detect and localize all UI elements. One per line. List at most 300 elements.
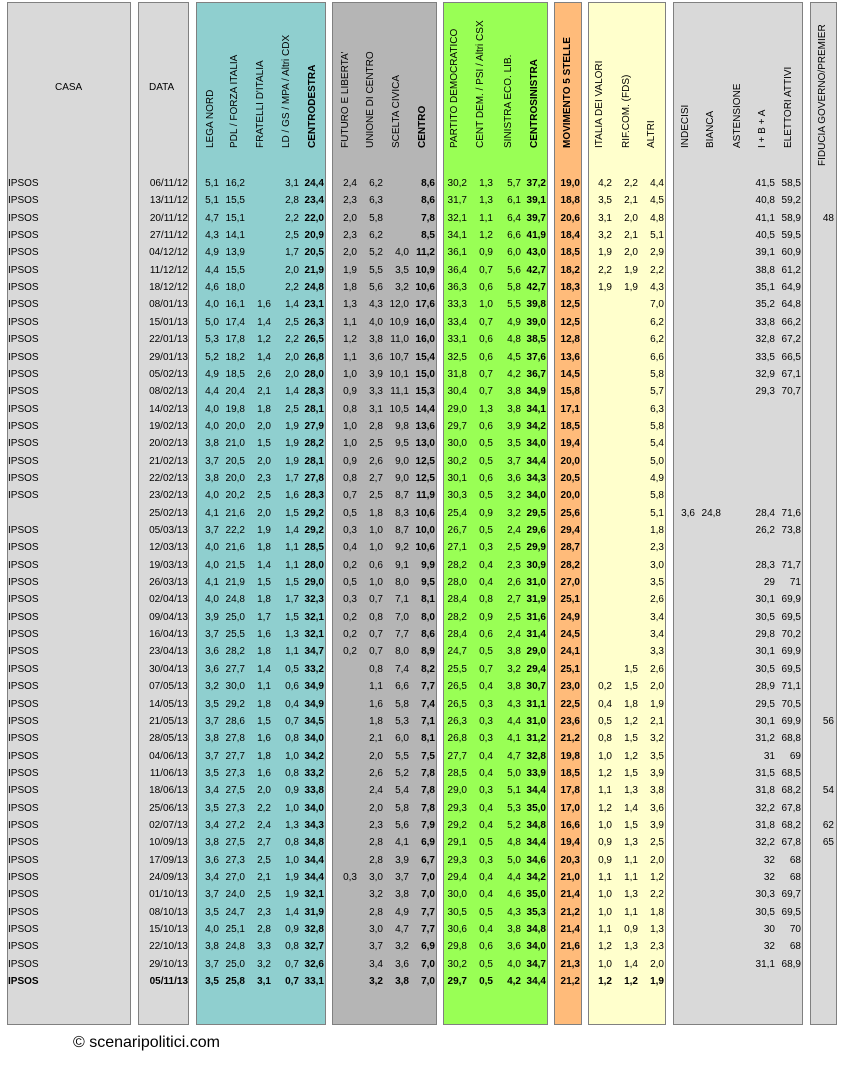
cell-cdx: 32,3 [304, 594, 324, 605]
cell-sel: 5,0 [507, 768, 521, 779]
cell-alt: 5,0 [650, 456, 664, 467]
cell-sc: 3,2 [395, 941, 409, 952]
cell-fdi: 2,5 [257, 490, 271, 501]
cell-udc: 2,3 [369, 820, 383, 831]
cell-sc: 5,5 [395, 751, 409, 762]
cell-alt: 1,8 [650, 907, 664, 918]
cell-fid [794, 661, 834, 678]
cell-pd: 28,2 [447, 560, 467, 571]
cell-ld: 2,0 [285, 265, 299, 276]
cell-casa: IPSOS [8, 699, 39, 710]
cell-cdx: 20,9 [304, 230, 324, 241]
cell-m5s: 25,1 [560, 594, 580, 605]
cell-ctr: 7,8 [421, 768, 435, 779]
cell-iba: 31,2 [755, 733, 775, 744]
cell-casa: IPSOS [8, 352, 39, 363]
cell-fdi: 1,8 [257, 542, 271, 553]
cell-data: 01/10/13 [149, 889, 188, 900]
cell-rif: 1,5 [624, 820, 638, 831]
cell-udc: 0,8 [369, 664, 383, 675]
cell-alt: 5,7 [650, 386, 664, 397]
cell-alt: 2,2 [650, 889, 664, 900]
cell-ln: 4,4 [205, 265, 219, 276]
cell-m5s: 14,5 [560, 369, 580, 380]
cell-ld: 1,1 [285, 542, 299, 553]
cell-fid [794, 453, 834, 470]
cell-pd: 25,5 [447, 664, 467, 675]
cell-csx: 29,4 [526, 664, 546, 675]
cell-ln: 4,0 [205, 542, 219, 553]
cell-casa: IPSOS [8, 646, 39, 657]
cell-udc: 2,0 [369, 751, 383, 762]
cell-pd: 33,1 [447, 334, 467, 345]
cell-sel: 4,3 [507, 699, 521, 710]
cell-ctr: 8,5 [421, 230, 435, 241]
cell-ctr: 7,7 [421, 924, 435, 935]
cell-rif: 1,5 [624, 664, 638, 675]
cell-cdx: 32,1 [304, 629, 324, 640]
cell-cdx: 28,0 [304, 369, 324, 380]
cell-data: 21/05/13 [149, 716, 188, 727]
cell-data: 09/04/13 [149, 612, 188, 623]
cell-sel: 4,1 [507, 733, 521, 744]
cell-sel: 3,2 [507, 508, 521, 519]
cell-fid [794, 921, 834, 938]
cell-csx: 29,6 [526, 525, 546, 536]
header-ctr: CENTRO [417, 105, 428, 148]
cell-ctr: 8,1 [421, 594, 435, 605]
cell-rif: 2,1 [624, 230, 638, 241]
cell-m5s: 17,0 [560, 803, 580, 814]
cell-pdl: 27,5 [225, 785, 245, 796]
cell-alt: 6,2 [650, 334, 664, 345]
cell-casa: IPSOS [8, 751, 39, 762]
cell-pdl: 27,0 [225, 872, 245, 883]
cell-ctr: 7,7 [421, 907, 435, 918]
header-csx: CENTROSINISTRA [529, 59, 540, 148]
cell-sel: 5,5 [507, 299, 521, 310]
cell-pdl: 24,8 [225, 594, 245, 605]
cell-udc: 0,7 [369, 646, 383, 657]
cell-fid [794, 938, 834, 955]
cell-data: 19/03/13 [149, 560, 188, 571]
header-bia: BIANCA [705, 110, 716, 148]
cell-pd: 28,4 [447, 594, 467, 605]
cell-ele: 70,7 [781, 386, 801, 397]
cell-alt: 5,1 [650, 230, 664, 241]
cell-casa: IPSOS [8, 577, 39, 588]
cell-udc: 2,8 [369, 907, 383, 918]
cell-csx: 34,4 [526, 976, 546, 987]
cell-cd: 0,6 [479, 421, 493, 432]
cell-alt: 3,5 [650, 577, 664, 588]
cell-iba: 30,1 [755, 716, 775, 727]
cell-sel: 5,7 [507, 178, 521, 189]
cell-idv: 1,1 [598, 924, 612, 935]
cell-ln: 3,4 [205, 872, 219, 883]
cell-ctr: 13,6 [415, 421, 435, 432]
cell-fdi: 1,2 [257, 334, 271, 345]
cell-ele: 69,9 [781, 716, 801, 727]
cell-casa: IPSOS [8, 230, 39, 241]
cell-casa: IPSOS [8, 473, 39, 484]
cell-cd: 0,7 [479, 265, 493, 276]
cell-m5s: 20,6 [560, 213, 580, 224]
cell-sel: 6,6 [507, 230, 521, 241]
cell-ele: 69,5 [781, 664, 801, 675]
cell-pd: 29,8 [447, 941, 467, 952]
cell-cd: 0,3 [479, 716, 493, 727]
cell-pd: 30,5 [447, 907, 467, 918]
cell-ele: 67,8 [781, 837, 801, 848]
cell-data: 22/10/13 [149, 941, 188, 952]
cell-iba: 28,4 [755, 508, 775, 519]
cell-casa: IPSOS [8, 716, 39, 727]
cell-m5s: 19,4 [560, 837, 580, 848]
cell-fid [794, 296, 834, 313]
cell-data: 16/04/13 [149, 629, 188, 640]
cell-m5s: 18,5 [560, 247, 580, 258]
cell-pd: 26,8 [447, 733, 467, 744]
cell-fdi: 2,5 [257, 889, 271, 900]
cell-alt: 5,1 [650, 508, 664, 519]
cell-ele: 68 [789, 855, 801, 866]
cell-cdx: 34,4 [304, 855, 324, 866]
cell-ele: 68 [789, 941, 801, 952]
cell-rif: 1,5 [624, 768, 638, 779]
cell-ld: 1,4 [285, 299, 299, 310]
cell-sc: 10,9 [389, 317, 409, 328]
cell-ln: 3,5 [205, 699, 219, 710]
cell-ctr: 8,6 [421, 195, 435, 206]
cell-pd: 30,3 [447, 490, 467, 501]
cell-fid [794, 869, 834, 886]
cell-cdx: 27,8 [304, 473, 324, 484]
cell-sc: 9,1 [395, 560, 409, 571]
cell-cdx: 34,7 [304, 646, 324, 657]
cell-fdi: 1,4 [257, 352, 271, 363]
cell-cd: 0,5 [479, 646, 493, 657]
cell-rif: 1,4 [624, 803, 638, 814]
cell-pd: 29,2 [447, 820, 467, 831]
cell-ld: 0,8 [285, 941, 299, 952]
cell-udc: 5,6 [369, 282, 383, 293]
cell-pd: 31,7 [447, 195, 467, 206]
cell-udc: 3,4 [369, 959, 383, 970]
cell-udc: 2,5 [369, 490, 383, 501]
cell-ln: 4,1 [205, 508, 219, 519]
cell-csx: 39,7 [526, 213, 546, 224]
cell-fli: 1,8 [343, 282, 357, 293]
cell-ctr: 8,9 [421, 646, 435, 657]
cell-udc: 1,8 [369, 716, 383, 727]
cell-rif: 1,3 [624, 889, 638, 900]
cell-sel: 4,8 [507, 837, 521, 848]
cell-iba: 30,5 [755, 612, 775, 623]
cell-pd: 30,2 [447, 456, 467, 467]
cell-ctr: 15,3 [415, 386, 435, 397]
cell-data: 25/02/13 [149, 508, 188, 519]
cell-ln: 4,0 [205, 299, 219, 310]
cell-csx: 39,1 [526, 195, 546, 206]
cell-ele: 64,8 [781, 299, 801, 310]
cell-fid [794, 956, 834, 973]
cell-casa: IPSOS [8, 525, 39, 536]
header-pdl: PDL / FORZA ITALIA [229, 54, 240, 148]
cell-ele: 69 [789, 751, 801, 762]
cell-cdx: 24,4 [304, 178, 324, 189]
cell-m5s: 23,0 [560, 681, 580, 692]
cell-fli: 1,2 [343, 334, 357, 345]
cell-rif: 0,9 [624, 924, 638, 935]
cell-fid [794, 331, 834, 348]
cell-ln: 3,9 [205, 612, 219, 623]
cell-fli: 0,9 [343, 456, 357, 467]
cell-csx: 34,7 [526, 959, 546, 970]
cell-ld: 2,5 [285, 230, 299, 241]
cell-iba: 31,8 [755, 820, 775, 831]
cell-udc: 3,8 [369, 334, 383, 345]
cell-fli: 1,9 [343, 265, 357, 276]
cell-sel: 3,6 [507, 473, 521, 484]
cell-ele: 67,2 [781, 334, 801, 345]
cell-rif: 1,9 [624, 265, 638, 276]
cell-casa: IPSOS [8, 265, 39, 276]
cell-casa: IPSOS [8, 941, 39, 952]
cell-casa: IPSOS [8, 178, 39, 189]
cell-ele: 61,2 [781, 265, 801, 276]
cell-csx: 42,7 [526, 265, 546, 276]
cell-data: 08/01/13 [149, 299, 188, 310]
cell-cd: 0,7 [479, 386, 493, 397]
cell-m5s: 21,3 [560, 959, 580, 970]
cell-data: 20/02/13 [149, 438, 188, 449]
cell-sc: 4,9 [395, 907, 409, 918]
cell-pdl: 25,5 [225, 629, 245, 640]
cell-ln: 3,5 [205, 803, 219, 814]
cell-fdi: 1,6 [257, 299, 271, 310]
cell-ln: 3,8 [205, 438, 219, 449]
cell-ele: 70,5 [781, 699, 801, 710]
cell-casa: IPSOS [8, 421, 39, 432]
cell-sc: 9,8 [395, 421, 409, 432]
cell-pdl: 24,0 [225, 889, 245, 900]
cell-sc: 5,6 [395, 820, 409, 831]
cell-fli: 0,3 [343, 594, 357, 605]
cell-udc: 1,0 [369, 577, 383, 588]
cell-sc: 6,0 [395, 733, 409, 744]
cell-ctr: 10,6 [415, 508, 435, 519]
cell-pdl: 15,5 [225, 265, 245, 276]
cell-sel: 5,6 [507, 265, 521, 276]
cell-ele: 71,6 [781, 508, 801, 519]
cell-ln: 4,7 [205, 213, 219, 224]
cell-pdl: 28,2 [225, 646, 245, 657]
cell-sel: 5,2 [507, 820, 521, 831]
cell-m5s: 29,4 [560, 525, 580, 536]
cell-udc: 3,7 [369, 941, 383, 952]
cell-data: 21/02/13 [149, 456, 188, 467]
cell-rif: 1,9 [624, 282, 638, 293]
cell-sel: 2,3 [507, 560, 521, 571]
cell-ele: 67,8 [781, 803, 801, 814]
cell-m5s: 24,1 [560, 646, 580, 657]
cell-ln: 3,6 [205, 855, 219, 866]
cell-fdi: 2,0 [257, 421, 271, 432]
cell-fli: 0,4 [343, 542, 357, 553]
cell-fid [794, 748, 834, 765]
cell-pd: 32,5 [447, 352, 467, 363]
cell-sc: 7,0 [395, 612, 409, 623]
cell-data: 08/10/13 [149, 907, 188, 918]
cell-rif: 1,3 [624, 941, 638, 952]
cell-casa: IPSOS [8, 247, 39, 258]
cell-sc: 9,5 [395, 438, 409, 449]
cell-pdl: 17,8 [225, 334, 245, 345]
cell-m5s: 20,0 [560, 490, 580, 501]
cell-idv: 1,0 [598, 907, 612, 918]
cell-ctr: 7,8 [421, 785, 435, 796]
cell-fid [794, 591, 834, 608]
cell-alt: 7,0 [650, 299, 664, 310]
cell-iba: 29,3 [755, 386, 775, 397]
cell-rif: 1,5 [624, 733, 638, 744]
cell-cd: 0,4 [479, 560, 493, 571]
cell-udc: 2,5 [369, 438, 383, 449]
cell-ele: 68,5 [781, 768, 801, 779]
cell-bia: 24,8 [701, 508, 721, 519]
cell-ln: 4,9 [205, 247, 219, 258]
cell-csx: 39,0 [526, 317, 546, 328]
cell-sc: 5,8 [395, 803, 409, 814]
cell-idv: 3,1 [598, 213, 612, 224]
cell-rif: 1,2 [624, 716, 638, 727]
cell-pdl: 20,4 [225, 386, 245, 397]
cell-pdl: 24,7 [225, 907, 245, 918]
cell-ld: 1,0 [285, 855, 299, 866]
cell-cd: 0,4 [479, 820, 493, 831]
cell-alt: 2,3 [650, 941, 664, 952]
cell-sel: 6,4 [507, 213, 521, 224]
cell-ld: 0,8 [285, 837, 299, 848]
cell-pd: 30,2 [447, 178, 467, 189]
cell-cdx: 28,3 [304, 386, 324, 397]
cell-sel: 4,6 [507, 889, 521, 900]
cell-fli: 1,1 [343, 317, 357, 328]
cell-cd: 0,4 [479, 872, 493, 883]
cell-sel: 4,0 [507, 959, 521, 970]
cell-pdl: 19,8 [225, 404, 245, 415]
cell-alt: 2,6 [650, 664, 664, 675]
cell-pd: 26,3 [447, 716, 467, 727]
cell-cdx: 34,0 [304, 733, 324, 744]
cell-alt: 2,0 [650, 959, 664, 970]
cell-iba: 33,8 [755, 317, 775, 328]
cell-sel: 3,8 [507, 386, 521, 397]
cell-cd: 0,6 [479, 352, 493, 363]
cell-fdi: 1,5 [257, 438, 271, 449]
cell-csx: 35,3 [526, 907, 546, 918]
cell-ctr: 8,0 [421, 612, 435, 623]
cell-udc: 0,6 [369, 560, 383, 571]
cell-fid [794, 730, 834, 747]
cell-fdi: 1,6 [257, 629, 271, 640]
cell-ld: 1,1 [285, 646, 299, 657]
cell-alt: 2,3 [650, 542, 664, 553]
cell-data: 28/05/13 [149, 733, 188, 744]
cell-pd: 29,3 [447, 803, 467, 814]
cell-casa: IPSOS [8, 317, 39, 328]
cell-alt: 4,4 [650, 178, 664, 189]
cell-iba: 30,1 [755, 646, 775, 657]
cell-iba: 30,1 [755, 594, 775, 605]
cell-csx: 29,5 [526, 508, 546, 519]
cell-alt: 6,3 [650, 404, 664, 415]
cell-cd: 1,1 [479, 213, 493, 224]
cell-fid [794, 401, 834, 418]
cell-ld: 1,4 [285, 907, 299, 918]
cell-pd: 30,1 [447, 473, 467, 484]
cell-fid [794, 314, 834, 331]
cell-sel: 4,8 [507, 334, 521, 345]
cell-sc: 12,0 [389, 299, 409, 310]
cell-ld: 1,7 [285, 247, 299, 258]
cell-ctr: 8,1 [421, 733, 435, 744]
cell-ld: 1,9 [285, 872, 299, 883]
cell-ld: 1,4 [285, 525, 299, 536]
cell-udc: 1,1 [369, 681, 383, 692]
cell-ln: 3,8 [205, 941, 219, 952]
cell-csx: 34,1 [526, 404, 546, 415]
cell-cd: 0,9 [479, 247, 493, 258]
cell-pdl: 27,7 [225, 751, 245, 762]
cell-ld: 0,6 [285, 681, 299, 692]
cell-csx: 29,0 [526, 646, 546, 657]
cell-ln: 5,3 [205, 334, 219, 345]
cell-casa: IPSOS [8, 560, 39, 571]
cell-m5s: 21,0 [560, 872, 580, 883]
cell-data: 13/11/12 [149, 195, 188, 206]
cell-sc: 5,2 [395, 768, 409, 779]
cell-pdl: 27,3 [225, 768, 245, 779]
cell-m5s: 21,4 [560, 889, 580, 900]
cell-fli: 0,3 [343, 525, 357, 536]
cell-casa: IPSOS [8, 889, 39, 900]
cell-ele: 64,9 [781, 282, 801, 293]
cell-udc: 5,2 [369, 247, 383, 258]
header-casa: CASA [55, 82, 83, 93]
cell-cdx: 28,1 [304, 404, 324, 415]
cell-sel: 4,3 [507, 907, 521, 918]
cell-sel: 3,8 [507, 404, 521, 415]
cell-ld: 1,9 [285, 889, 299, 900]
cell-sc: 11,1 [390, 386, 409, 397]
cell-ctr: 10,9 [415, 265, 435, 276]
cell-iba: 30,5 [755, 907, 775, 918]
cell-alt: 5,4 [650, 438, 664, 449]
header-alt: ALTRI [646, 120, 657, 148]
cell-alt: 3,8 [650, 785, 664, 796]
cell-pd: 36,1 [447, 247, 467, 258]
cell-pd: 30,4 [447, 386, 467, 397]
cell-casa: IPSOS [8, 733, 39, 744]
cell-cd: 0,5 [479, 490, 493, 501]
cell-fid: 62 [822, 820, 834, 831]
cell-ln: 3,7 [205, 525, 219, 536]
cell-sc: 4,0 [395, 247, 409, 258]
cell-fdi: 2,0 [257, 785, 271, 796]
cell-fid [794, 227, 834, 244]
